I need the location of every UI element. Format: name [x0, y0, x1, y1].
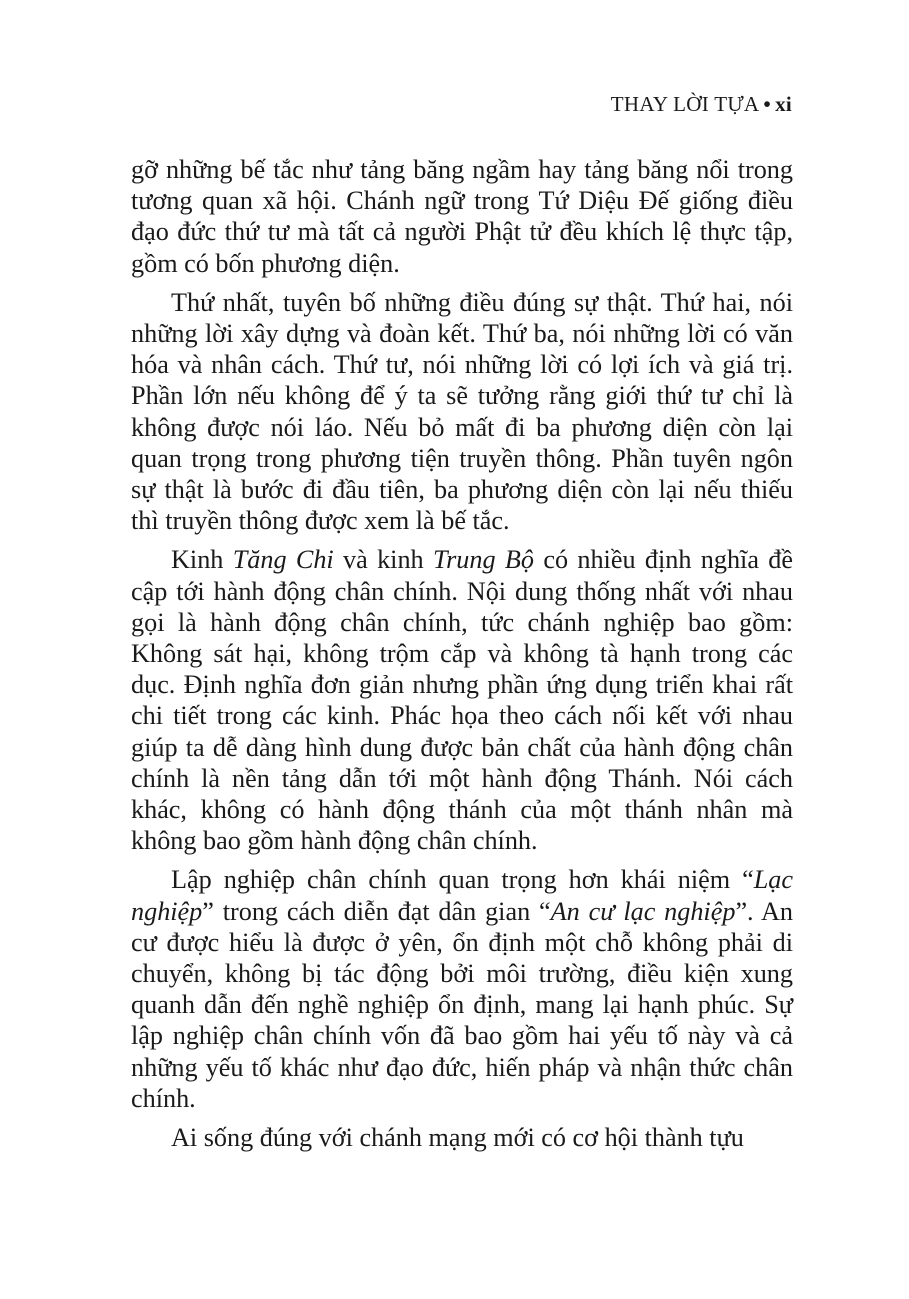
- paragraph-1: [131, 154, 793, 279]
- page-number: xi: [775, 92, 792, 116]
- text-segment: có nhiều định nghĩa đề cập tới hành động chân chính. Nội dung thống nhất với nhau gọi là hành động chân chính, tức chánh nghiệp bao gồm: Không sát hại, không trộm cắp và không tà hạnh trong các dục. Định nghĩa đơn giản nhưng phần ứng dụng triển khai rất chi tiết trong các kinh. Phác họa theo cách nối kết với nhau giúp ta dễ dàng hình dung được bản chất của hành động chân chính là nền tảng dẫn tới một hành động Thánh. Nói cách khác, không có hành động thánh của một thánh nhân mà không bao gồm hành động chân chính.: [131, 545, 793, 856]
- text-segment: ” trong cách diễn đạt dân gian “: [202, 896, 551, 926]
- italic-term: Lạc nghiệp: [131, 865, 793, 926]
- italic-term: An cư lạc nghiệp: [550, 896, 736, 926]
- text-segment: gỡ những bế tắc như tảng băng ngầm hay tảng băng nổi trong tương quan xã hội. Chánh ngữ trong Tứ Diệu Đế giống điều đạo đức thứ tư mà tất cả người Phật tử đều khích lệ thực tập, gồm có bốn phương diện.: [131, 155, 793, 278]
- text-segment: Kinh: [171, 545, 233, 575]
- italic-term: Trung Bộ: [432, 545, 534, 575]
- running-header: [611, 92, 792, 117]
- text-segment: ”. An cư được hiểu là được ở yên, ổn định một chỗ không phải di chuyển, không bị tác động bởi môi trường, điều kiện xung quanh dẫn đến nghề nghiệp ổn định, mang lại hạnh phúc. Sự lập nghiệp chân chính vốn đã bao gồm hai yếu tố này và cả những yếu tố khác như đạo đức, hiến pháp và nhận thức chân chính.: [131, 896, 794, 1113]
- body-text: [131, 154, 793, 1153]
- text-segment: và kinh: [333, 545, 433, 575]
- text-segment: Ai sống đúng với chánh mạng mới có cơ hội thành tựu: [171, 1123, 744, 1153]
- paragraph-5: [131, 1122, 793, 1153]
- paragraph-3: [131, 544, 793, 856]
- chapter-title: THAY LỜI TỰA: [610, 92, 760, 116]
- paragraph-2: [131, 287, 793, 537]
- text-segment: Lập nghiệp chân chính quan trọng hơn khái niệm “: [171, 865, 754, 895]
- text-segment: Thứ nhất, tuyên bố những điều đúng sự thật. Thứ hai, nói những lời xây dựng và đoàn kết. Thứ ba, nói những lời có văn hóa và nhân cách. Thứ tư, nói những lời có lợi ích và giá trị. Phần lớn nếu không để ý ta sẽ tưởng rằng giới thứ tư chỉ là không được nói láo. Nếu bỏ mất đi ba phương diện còn lại quan trọng trong phương tiện truyền thông. Phần tuyên ngôn sự thật là bước đi đầu tiên, ba phương diện còn lại nếu thiếu thì truyền thông được xem là bế tắc.: [131, 287, 793, 536]
- italic-term: Tăng Chi: [232, 545, 334, 575]
- header-separator: •: [763, 92, 772, 116]
- paragraph-4: [131, 864, 793, 1114]
